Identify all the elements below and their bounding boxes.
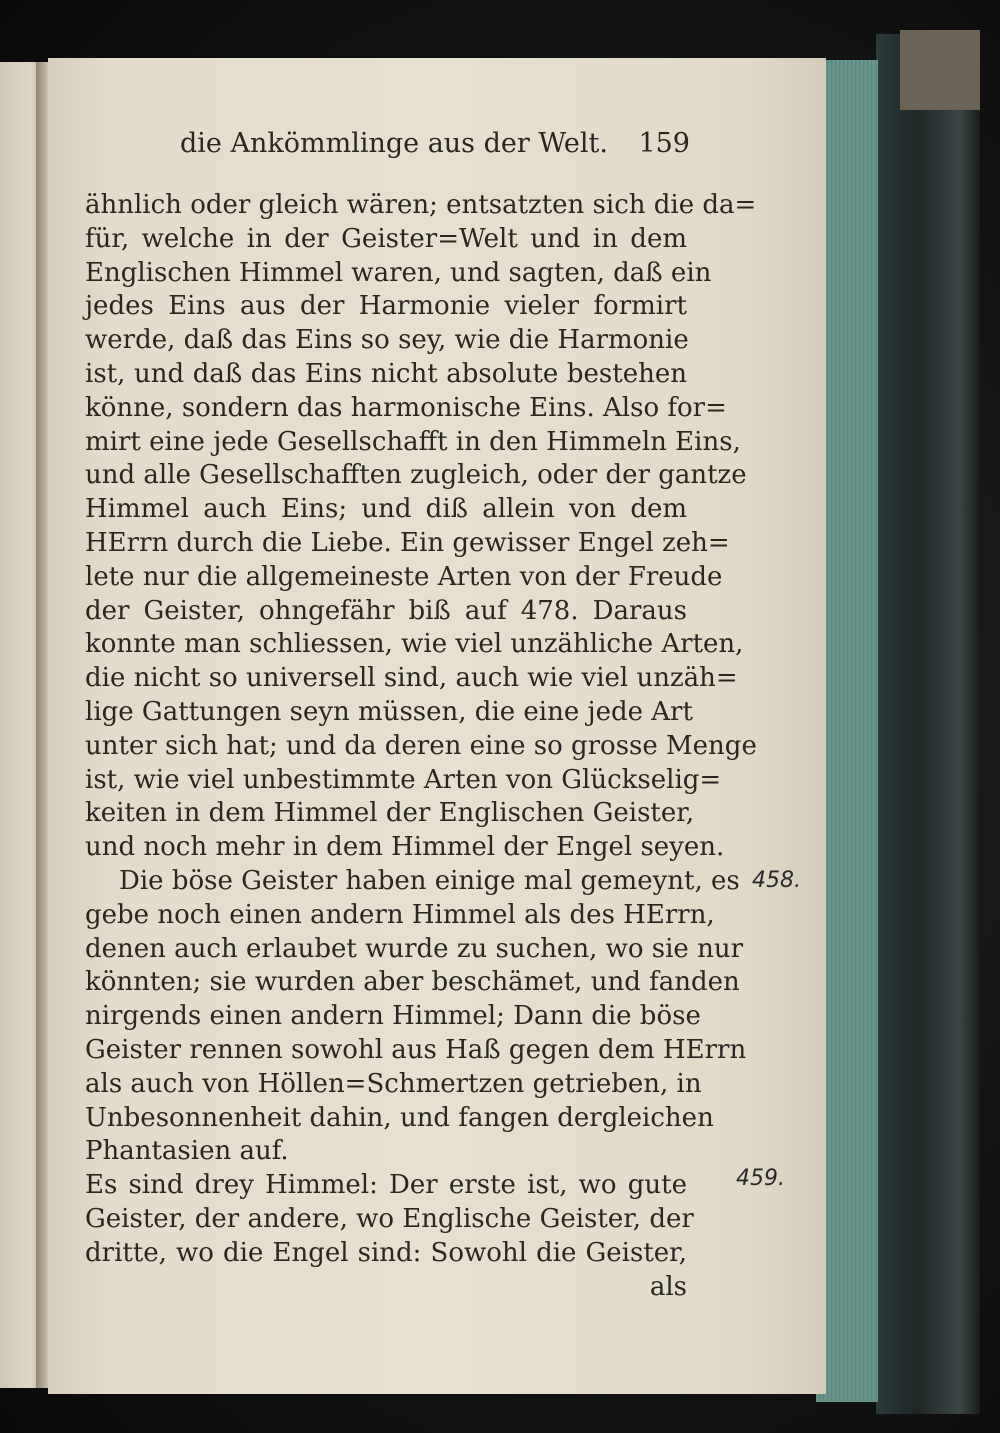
text-line: Geister, der andere, wo Englische Geister, der: [85, 1203, 694, 1234]
text-line: für, welche in der Geister=Welt und in dem: [85, 223, 687, 254]
text-line: lete nur die allgemeineste Arten von der Freude: [85, 561, 723, 592]
text-line: Geister rennen sowohl aus Haß gegen dem HErrn: [85, 1034, 747, 1065]
text-line: Unbesonnenheit dahin, und fangen dergleichen: [85, 1102, 714, 1133]
text-line: Englischen Himmel waren, und sagten, daß ein: [85, 257, 712, 288]
catchword: als: [649, 1271, 687, 1302]
text-line: nirgends einen andern Himmel; Dann die böse: [85, 1001, 701, 1032]
text-line: Himmel auch Eins; und diß allein von dem: [85, 494, 687, 525]
text-line: könnten; sie wurden aber beschämet, und fanden: [85, 967, 740, 998]
cover-corner: [900, 30, 980, 110]
text-line: dritte, wo die Engel sind: Sowohl die Geister,: [85, 1237, 687, 1268]
text-line: die nicht so universell sind, auch wie viel unzäh=: [85, 663, 738, 694]
text-line: unter sich hat; und da deren eine so grosse Menge: [85, 730, 757, 761]
running-head-title: die Ankömmlinge aus der Welt.: [180, 128, 608, 159]
text-line: und alle Gesellschafften zugleich, oder der gantze: [85, 460, 747, 491]
text-line: ist, wie viel unbestimmte Arten von Glückselig=: [85, 764, 722, 795]
text-line: konnte man schliessen, wie viel unzähliche Arten,: [85, 629, 744, 660]
margin-note: 459.: [736, 1166, 785, 1191]
text-line: gebe noch einen andern Himmel als des HErrn,: [85, 899, 715, 930]
text-line: könne, sondern das harmonische Eins. Also for=: [85, 392, 727, 423]
text-line: und noch mehr in dem Himmel der Engel seyen.: [85, 832, 725, 863]
text-line: Phantasien auf.: [85, 1136, 289, 1167]
text-line: jedes Eins aus der Harmonie vieler formirt: [85, 291, 687, 322]
body-text: [85, 189, 757, 1304]
text-line: Die böse Geister haben einige mal gemeynt, es: [119, 865, 740, 896]
text-line: mirt eine jede Gesellschafft in den Himmeln Eins,: [85, 426, 741, 457]
text-line: als auch von Höllen=Schmertzen getrieben, in: [85, 1068, 702, 1099]
text-line: der Geister, ohngefähr biß auf 478. Daraus: [85, 595, 687, 626]
text-line: ähnlich oder gleich wären; entsatzten sich die da=: [85, 190, 757, 220]
book-cover: [876, 34, 980, 1414]
margin-note: 458.: [752, 868, 801, 893]
text-line: Es sind drey Himmel: Der erste ist, wo gute: [85, 1170, 687, 1201]
text-line: werde, daß das Eins so sey, wie die Harmonie: [85, 325, 689, 356]
page-number: 159: [638, 128, 690, 159]
text-line: ist, und daß das Eins nicht absolute bestehen: [85, 358, 687, 389]
text-line: denen auch erlaubet wurde zu suchen, wo sie nur: [85, 933, 743, 964]
text-line: keiten in dem Himmel der Englischen Geister,: [85, 798, 695, 829]
text-line: HErrn durch die Liebe. Ein gewisser Engel zeh=: [85, 527, 730, 558]
text-line: lige Gattungen seyn müssen, die eine jede Art: [85, 696, 693, 727]
running-head: [180, 128, 690, 168]
